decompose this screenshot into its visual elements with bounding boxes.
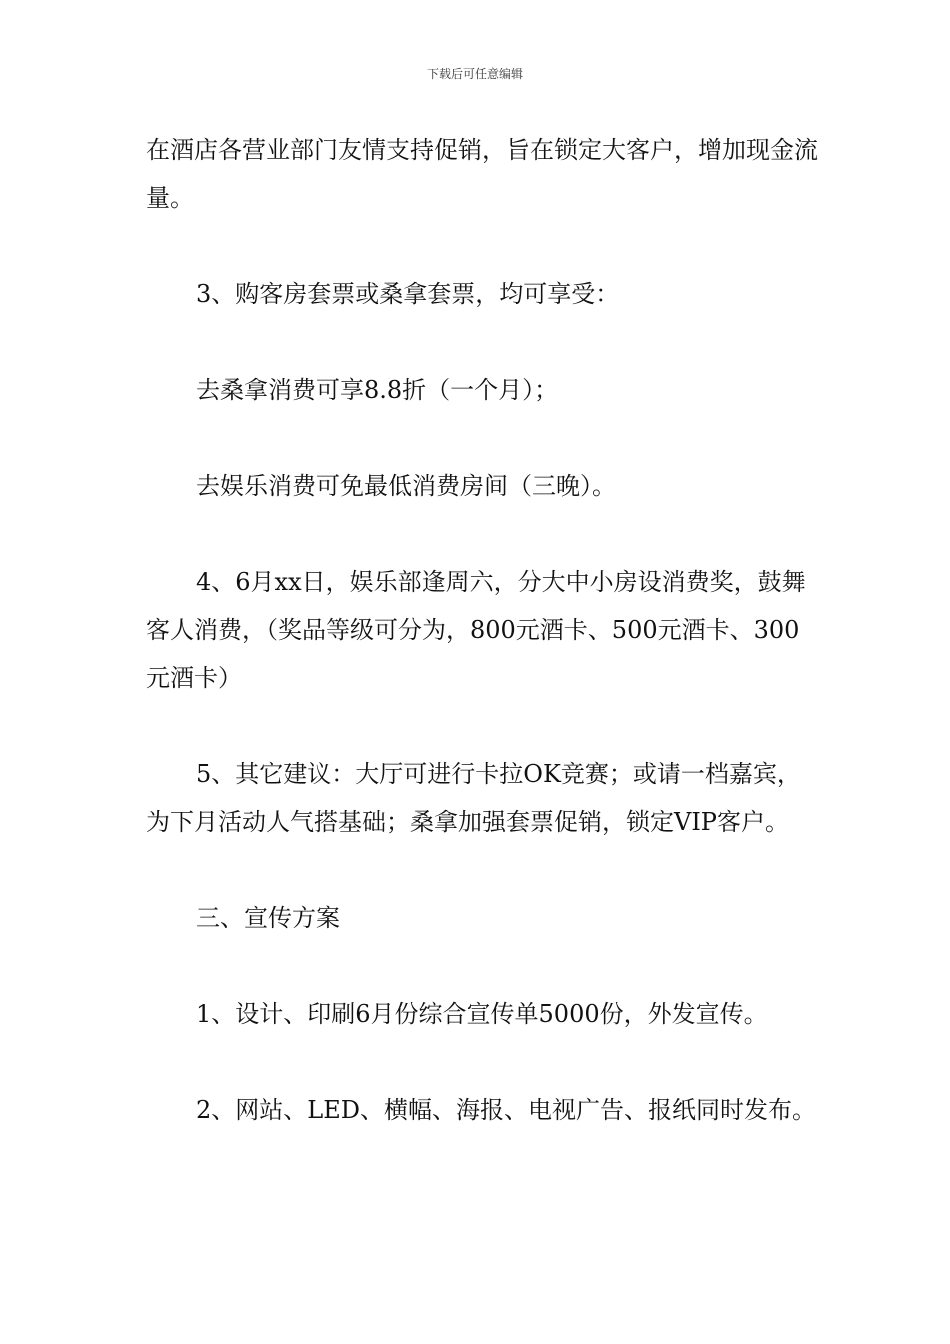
paragraph-3: 去桑拿消费可享8.8折（一个月）；: [196, 376, 559, 404]
paragraph-1: 在酒店各营业部门友情支持促销，旨在锁定大客户，增加现金流量。: [146, 136, 818, 212]
paragraph-2: 3、购客房套票或桑拿套票，均可享受：: [196, 280, 620, 308]
paragraph-4: 去娱乐消费可免最低消费房间（三晚）。: [196, 472, 616, 500]
paragraph-5: 4、6月xx日，娱乐部逢周六，分大中小房设消费奖，鼓舞客人消费，（奖品等级可分为，800元酒卡、500元酒卡、300元酒卡）: [146, 568, 806, 692]
header-note: 下载后可任意编辑: [426, 67, 523, 81]
section-heading: 三、宣传方案: [196, 904, 340, 932]
paragraph-8: 2、网站、LED、横幅、海报、电视广告、报纸同时发布。: [196, 1096, 816, 1124]
paragraph-6: 5、其它建议：大厅可进行卡拉OK竞赛；或请一档嘉宾，为下月活动人气搭基础；桑拿加强套票促销，锁定VIP客户。: [146, 760, 801, 836]
document-body: [146, 126, 818, 1134]
paragraph-7: 1、设计、印刷6月份综合宣传单5000份，外发宣传。: [196, 1000, 768, 1028]
page-header: [0, 66, 950, 82]
